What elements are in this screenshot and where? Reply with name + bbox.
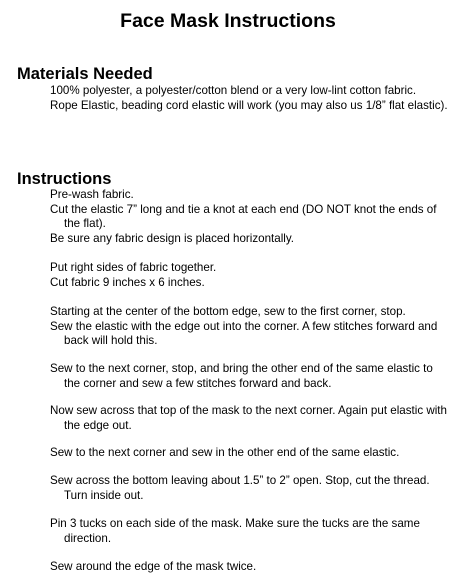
instruction-step: Put right sides of fabric together. xyxy=(50,261,217,274)
instruction-step: Sew to the next corner and sew in the other end of the same elastic. xyxy=(50,446,400,459)
instructions-heading: Instructions xyxy=(17,170,112,188)
materials-item: Rope Elastic, beading cord elastic will work (you may also us 1/8” flat elastic). xyxy=(50,98,448,112)
instructions-group-bottom xyxy=(50,474,450,503)
instruction-step: Sew around the edge of the mask twice. xyxy=(50,560,257,573)
instruction-step: Sew the elastic with the edge out into the corner. A few stitches forward and back will hold this. xyxy=(50,319,438,348)
instruction-step: Cut the elastic 7” long and tie a knot at each end (DO NOT knot the ends of the flat). xyxy=(50,202,437,231)
instruction-step: Pin 3 tucks on each side of the mask. Make sure the tucks are the same direction. xyxy=(50,517,420,545)
instructions-group-next-corner xyxy=(50,362,450,391)
instruction-step: Starting at the center of the bottom edge, sew to the first corner, stop. xyxy=(50,305,406,318)
instructions-group-top xyxy=(50,404,450,433)
instruction-step: Sew across the bottom leaving about 1.5” to 2” open. Stop, cut the thread. Turn inside out. xyxy=(50,474,430,502)
document-title: Face Mask Instructions xyxy=(120,10,336,32)
instruction-step: Pre-wash fabric. xyxy=(50,188,134,201)
instruction-step: Sew to the next corner, stop, and bring the other end of the same elastic to the corner and sew a few stitches forward and back. xyxy=(50,362,433,390)
instructions-group-tucks xyxy=(50,517,450,546)
materials-heading: Materials Needed xyxy=(17,65,153,83)
instruction-step: Now sew across that top of the mask to the next corner. Again put elastic with the edge out. xyxy=(50,404,447,432)
instructions-group-cut xyxy=(50,261,450,290)
instruction-step: Be sure any fabric design is placed horizontally. xyxy=(50,231,295,245)
instructions-group-first-corner xyxy=(50,305,450,349)
instructions-group-other-end xyxy=(50,446,450,461)
instructions-group-finish xyxy=(50,560,450,575)
instruction-step: Cut fabric 9 inches x 6 inches. xyxy=(50,275,205,289)
instructions-group-prep xyxy=(50,188,450,246)
materials-item: 100% polyester, a polyester/cotton blend or a very low-lint cotton fabric. xyxy=(50,84,417,97)
materials-list xyxy=(50,84,450,113)
